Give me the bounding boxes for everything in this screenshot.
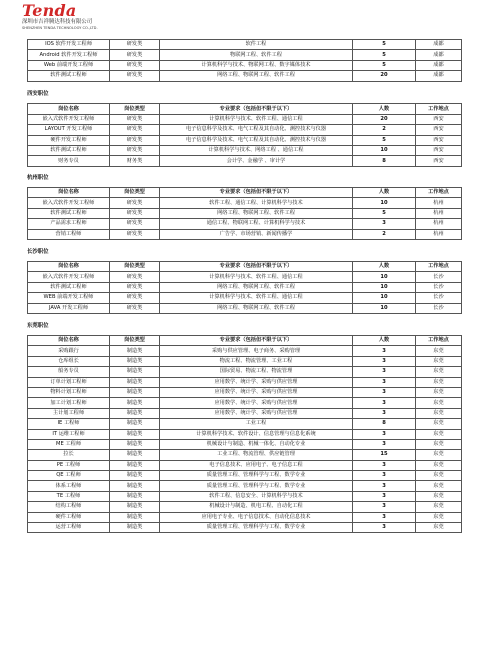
table-row [28, 272, 462, 282]
position-name-cell: 硬件工程师 [28, 512, 110, 522]
major-requirement-cell: 质量管理工程、管理科学与工程、数学专业 [160, 523, 353, 533]
table-row [28, 491, 462, 501]
table-row [28, 377, 462, 387]
header-major-requirement: 专业要求（包括但不限于以下） [160, 262, 353, 272]
logo-company-name-cn: 深圳市吉祥腾达科技有限公司 [22, 19, 93, 25]
headcount-cell: 8 [353, 419, 416, 429]
table-row [28, 156, 462, 166]
position-type-cell: 研发类 [110, 303, 160, 313]
table-row [28, 429, 462, 439]
headcount-cell: 10 [353, 272, 416, 282]
table-header-row [28, 336, 462, 346]
header-headcount: 人数 [353, 104, 416, 114]
headcount-cell: 3 [353, 356, 416, 366]
major-requirement-cell: 电子信息技术、应用电子、电子信息工程 [160, 460, 353, 470]
position-name-cell: PE 工程师 [28, 460, 110, 470]
work-location-cell: 东莞 [416, 346, 462, 356]
major-requirement-cell: 应用数学、统计学、采购与供应管理 [160, 408, 353, 418]
major-requirement-cell: 计算机科学与技术、软件工程、通信工程 [160, 114, 353, 124]
table-row [28, 114, 462, 124]
header-position-name: 岗位名称 [28, 262, 110, 272]
position-name-cell: 软件测试工程师 [28, 208, 110, 218]
work-location-cell: 东莞 [416, 429, 462, 439]
position-name-cell: 结构工程师 [28, 502, 110, 512]
position-name-cell: 加工计划工程师 [28, 398, 110, 408]
header-work-location: 工作地点 [416, 188, 462, 198]
headcount-cell: 2 [353, 125, 416, 135]
position-type-cell: 制造类 [110, 471, 160, 481]
major-requirement-cell: 计算机科学与技术、软件工程、通信工程 [160, 293, 353, 303]
work-location-cell: 西安 [416, 145, 462, 155]
headcount-cell: 3 [353, 460, 416, 470]
header-headcount: 人数 [353, 336, 416, 346]
position-name-cell: ME 工程师 [28, 439, 110, 449]
logo-wordmark: Tenda [22, 1, 77, 20]
header-position-type: 岗位类型 [110, 262, 160, 272]
position-type-cell: 制造类 [110, 450, 160, 460]
headcount-cell: 5 [353, 50, 416, 60]
position-type-cell: 研发类 [110, 145, 160, 155]
position-type-cell: 制造类 [110, 419, 160, 429]
work-location-cell: 东莞 [416, 419, 462, 429]
table-row [28, 481, 462, 491]
headcount-cell: 3 [353, 398, 416, 408]
table-row [28, 523, 462, 533]
major-requirement-cell: 应用数学、统计学、采购与供应管理 [160, 398, 353, 408]
major-requirement-cell: 采购与供应管理、电子商务、采购管理 [160, 346, 353, 356]
work-location-cell: 东莞 [416, 377, 462, 387]
major-requirement-cell: 计算机科学与技术、物联网工程、数字媒体技术 [160, 60, 353, 70]
major-requirement-cell: 软件工程、通信工程、计算机科学与技术 [160, 198, 353, 208]
position-type-cell: 研发类 [110, 125, 160, 135]
position-type-cell: 制造类 [110, 523, 160, 533]
position-name-cell: 体系工程师 [28, 481, 110, 491]
table-row [28, 346, 462, 356]
position-name-cell: TE 工程师 [28, 491, 110, 501]
header-work-location: 工作地点 [416, 262, 462, 272]
major-requirement-cell: 机械设计与制造、机电工程、自动化工程 [160, 502, 353, 512]
position-name-cell: 拉长 [28, 450, 110, 460]
headcount-cell: 3 [353, 491, 416, 501]
work-location-cell: 西安 [416, 125, 462, 135]
header-position-type: 岗位类型 [110, 104, 160, 114]
chengdu-continued-table [27, 39, 462, 82]
major-requirement-cell: 应用数学、统计学、采购与供应管理 [160, 387, 353, 397]
headcount-cell: 2 [353, 229, 416, 239]
work-location-cell: 东莞 [416, 512, 462, 522]
position-type-cell: 制造类 [110, 377, 160, 387]
work-location-cell: 东莞 [416, 408, 462, 418]
major-requirement-cell: 计算机科学技术、软件设计、信息管理与信息化系统 [160, 429, 353, 439]
major-requirement-cell: 应用电子专业、电子信息技术、自动化信息技术 [160, 512, 353, 522]
header-position-type: 岗位类型 [110, 188, 160, 198]
table-row [28, 460, 462, 470]
work-location-cell: 东莞 [416, 450, 462, 460]
headcount-cell: 3 [353, 439, 416, 449]
work-location-cell: 东莞 [416, 491, 462, 501]
header-work-location: 工作地点 [416, 336, 462, 346]
work-location-cell: 成都 [416, 71, 462, 81]
headcount-cell: 3 [353, 367, 416, 377]
position-type-cell: 研发类 [110, 60, 160, 70]
table-row [28, 282, 462, 292]
headcount-cell: 3 [353, 408, 416, 418]
headcount-cell: 3 [353, 219, 416, 229]
major-requirement-cell: 通信工程、物联网工程、计算机科学与技术 [160, 219, 353, 229]
table-header-row [28, 104, 462, 114]
position-name-cell: JAVA 开发工程师 [28, 303, 110, 313]
position-type-cell: 制造类 [110, 502, 160, 512]
section-title: 东莞职位 [27, 323, 49, 329]
headcount-cell: 10 [353, 282, 416, 292]
section-table [27, 103, 462, 166]
position-type-cell: 研发类 [110, 208, 160, 218]
work-location-cell: 西安 [416, 114, 462, 124]
major-requirement-cell: 工业工程 [160, 419, 353, 429]
position-type-cell: 财务类 [110, 156, 160, 166]
logo-company-name-en: SHENZHEN TENDA TECHNOLOGY CO.,LTD. [22, 26, 98, 30]
major-requirement-cell: 网络工程、物联网工程、软件工程 [160, 282, 353, 292]
position-type-cell: 制造类 [110, 439, 160, 449]
table-header-row [28, 262, 462, 272]
headcount-cell: 20 [353, 71, 416, 81]
table-row [28, 450, 462, 460]
table-row [28, 439, 462, 449]
table-row [28, 387, 462, 397]
work-location-cell: 成都 [416, 60, 462, 70]
header-position-name: 岗位名称 [28, 188, 110, 198]
header-headcount: 人数 [353, 188, 416, 198]
table-row [28, 367, 462, 377]
header-work-location: 工作地点 [416, 104, 462, 114]
position-type-cell: 研发类 [110, 40, 160, 50]
section-title: 杭州职位 [27, 175, 49, 181]
work-location-cell: 西安 [416, 135, 462, 145]
position-name-cell: 产品需求工程师 [28, 219, 110, 229]
work-location-cell: 东莞 [416, 356, 462, 366]
position-name-cell: 采购跟行 [28, 346, 110, 356]
headcount-cell: 15 [353, 450, 416, 460]
position-type-cell: 制造类 [110, 481, 160, 491]
major-requirement-cell: 质量管理工程、管理科学与工程、数学专业 [160, 471, 353, 481]
work-location-cell: 东莞 [416, 523, 462, 533]
work-location-cell: 东莞 [416, 367, 462, 377]
table-row [28, 219, 462, 229]
position-type-cell: 制造类 [110, 512, 160, 522]
headcount-cell: 3 [353, 429, 416, 439]
position-type-cell: 研发类 [110, 114, 160, 124]
position-name-cell: 嵌入式软件开发工程师 [28, 114, 110, 124]
work-location-cell: 成都 [416, 50, 462, 60]
headcount-cell: 10 [353, 198, 416, 208]
position-name-cell: Android 软件开发工程师 [28, 50, 110, 60]
position-type-cell: 研发类 [110, 282, 160, 292]
headcount-cell: 10 [353, 303, 416, 313]
position-type-cell: 研发类 [110, 219, 160, 229]
headcount-cell: 10 [353, 293, 416, 303]
position-type-cell: 研发类 [110, 71, 160, 81]
major-requirement-cell: 物联网工程、软件工程 [160, 50, 353, 60]
major-requirement-cell: 电子信息科学及技术、电气工程及其自动化、测控技术与仪器 [160, 135, 353, 145]
work-location-cell: 杭州 [416, 229, 462, 239]
work-location-cell: 长沙 [416, 293, 462, 303]
headcount-cell: 5 [353, 135, 416, 145]
position-name-cell: 嵌入式软件开发工程师 [28, 198, 110, 208]
headcount-cell: 20 [353, 114, 416, 124]
major-requirement-cell: 网络工程、物联网工程、软件工程 [160, 71, 353, 81]
position-name-cell: 营销工程师 [28, 229, 110, 239]
work-location-cell: 杭州 [416, 208, 462, 218]
major-requirement-cell: 计算机科学与技术、网络工程 、通信工程 [160, 145, 353, 155]
header-position-name: 岗位名称 [28, 336, 110, 346]
headcount-cell: 5 [353, 40, 416, 50]
position-type-cell: 制造类 [110, 398, 160, 408]
headcount-cell: 3 [353, 523, 416, 533]
headcount-cell: 10 [353, 145, 416, 155]
position-name-cell: IT 运维工程师 [28, 429, 110, 439]
table-row [28, 60, 462, 70]
header-position-name: 岗位名称 [28, 104, 110, 114]
work-location-cell: 成都 [416, 40, 462, 50]
work-location-cell: 东莞 [416, 439, 462, 449]
position-type-cell: 研发类 [110, 293, 160, 303]
table-row [28, 293, 462, 303]
headcount-cell: 5 [353, 208, 416, 218]
work-location-cell: 杭州 [416, 198, 462, 208]
work-location-cell: 东莞 [416, 460, 462, 470]
position-name-cell: 物料计划工程师 [28, 387, 110, 397]
position-name-cell: WEB 前端开发工程师 [28, 293, 110, 303]
headcount-cell: 3 [353, 502, 416, 512]
position-name-cell: 硬件开发工程师 [28, 135, 110, 145]
table-row [28, 71, 462, 81]
work-location-cell: 长沙 [416, 282, 462, 292]
table-header-row [28, 188, 462, 198]
table-row [28, 398, 462, 408]
headcount-cell: 5 [353, 60, 416, 70]
major-requirement-cell: 机械设计与制造、机械一体化、自动化专业 [160, 439, 353, 449]
work-location-cell: 长沙 [416, 272, 462, 282]
table-row [28, 50, 462, 60]
headcount-cell: 3 [353, 346, 416, 356]
table-row [28, 208, 462, 218]
headcount-cell: 3 [353, 387, 416, 397]
position-name-cell: 仓库组长 [28, 356, 110, 366]
headcount-cell: 3 [353, 377, 416, 387]
major-requirement-cell: 应用数学、统计学、采购与供应管理 [160, 377, 353, 387]
position-name-cell: 船务专员 [28, 367, 110, 377]
headcount-cell: 3 [353, 471, 416, 481]
position-name-cell: 软件测试工程师 [28, 71, 110, 81]
major-requirement-cell: 物流工程、物流管理、工业工程 [160, 356, 353, 366]
header-major-requirement: 专业要求（包括但不限于以下） [160, 336, 353, 346]
position-type-cell: 制造类 [110, 408, 160, 418]
section-table [27, 335, 462, 533]
position-type-cell: 研发类 [110, 198, 160, 208]
section-table [27, 261, 462, 314]
position-type-cell: 制造类 [110, 460, 160, 470]
table-row [28, 198, 462, 208]
position-type-cell: 研发类 [110, 135, 160, 145]
position-name-cell: 软件测试工程师 [28, 282, 110, 292]
table-row [28, 145, 462, 155]
position-name-cell: Web 前端开发工程师 [28, 60, 110, 70]
position-name-cell: 嵌入式软件开发工程师 [28, 272, 110, 282]
position-name-cell: 主计划工程师 [28, 408, 110, 418]
major-requirement-cell: 广告学、市场营销、新闻传播学 [160, 229, 353, 239]
table-row [28, 419, 462, 429]
section-title: 西安职位 [27, 91, 49, 98]
table-row [28, 135, 462, 145]
table-row [28, 125, 462, 135]
table-row [28, 512, 462, 522]
headcount-cell: 3 [353, 481, 416, 491]
company-logo [22, 3, 142, 37]
headcount-cell: 3 [353, 512, 416, 522]
section-table [27, 187, 462, 240]
position-type-cell: 制造类 [110, 429, 160, 439]
major-requirement-cell: 电子信息科学及技术、电气工程及其自动化、测控技术与仪器 [160, 125, 353, 135]
major-requirement-cell: 网络工程、物联网工程、软件工程 [160, 208, 353, 218]
work-location-cell: 长沙 [416, 303, 462, 313]
header-major-requirement: 专业要求（包括但不限于以下） [160, 104, 353, 114]
position-name-cell: 订单计划工程师 [28, 377, 110, 387]
position-type-cell: 制造类 [110, 346, 160, 356]
position-name-cell: IOS 软件开发工程师 [28, 40, 110, 50]
position-type-cell: 研发类 [110, 272, 160, 282]
work-location-cell: 东莞 [416, 502, 462, 512]
work-location-cell: 东莞 [416, 471, 462, 481]
work-location-cell: 杭州 [416, 219, 462, 229]
table-row [28, 40, 462, 50]
header-position-type: 岗位类型 [110, 336, 160, 346]
position-name-cell: 运营工程师 [28, 523, 110, 533]
header-headcount: 人数 [353, 262, 416, 272]
major-requirement-cell: 工业工程、物流管理、供应链管理 [160, 450, 353, 460]
position-type-cell: 制造类 [110, 387, 160, 397]
position-name-cell: IE 工程师 [28, 419, 110, 429]
major-requirement-cell: 网络工程、物联网工程、软件工程 [160, 303, 353, 313]
headcount-cell: 8 [353, 156, 416, 166]
position-type-cell: 研发类 [110, 229, 160, 239]
work-location-cell: 东莞 [416, 398, 462, 408]
table-row [28, 502, 462, 512]
major-requirement-cell: 质量管理工程、管理科学与工程、数学专业 [160, 481, 353, 491]
major-requirement-cell: 软件工程 [160, 40, 353, 50]
position-type-cell: 制造类 [110, 356, 160, 366]
major-requirement-cell: 会计学、金融学 、审计学 [160, 156, 353, 166]
position-type-cell: 制造类 [110, 367, 160, 377]
work-location-cell: 东莞 [416, 387, 462, 397]
table-row [28, 356, 462, 366]
major-requirement-cell: 国际贸易、物流工程、物流管理 [160, 367, 353, 377]
position-name-cell: 软件测试工程师 [28, 145, 110, 155]
section-title: 长沙职位 [27, 249, 49, 255]
work-location-cell: 西安 [416, 156, 462, 166]
position-name-cell: 财务专员 [28, 156, 110, 166]
header-major-requirement: 专业要求（包括但不限于以下） [160, 188, 353, 198]
table-row [28, 408, 462, 418]
position-type-cell: 制造类 [110, 491, 160, 501]
position-name-cell: LAYOUT 开发工程师 [28, 125, 110, 135]
table-row [28, 229, 462, 239]
table-row [28, 303, 462, 313]
table-row [28, 471, 462, 481]
major-requirement-cell: 软件工程、信息安全、计算机科学与技术 [160, 491, 353, 501]
work-location-cell: 东莞 [416, 481, 462, 491]
position-type-cell: 研发类 [110, 50, 160, 60]
major-requirement-cell: 计算机科学与技术、软件工程、通信工程 [160, 272, 353, 282]
position-name-cell: QE 工程师 [28, 471, 110, 481]
